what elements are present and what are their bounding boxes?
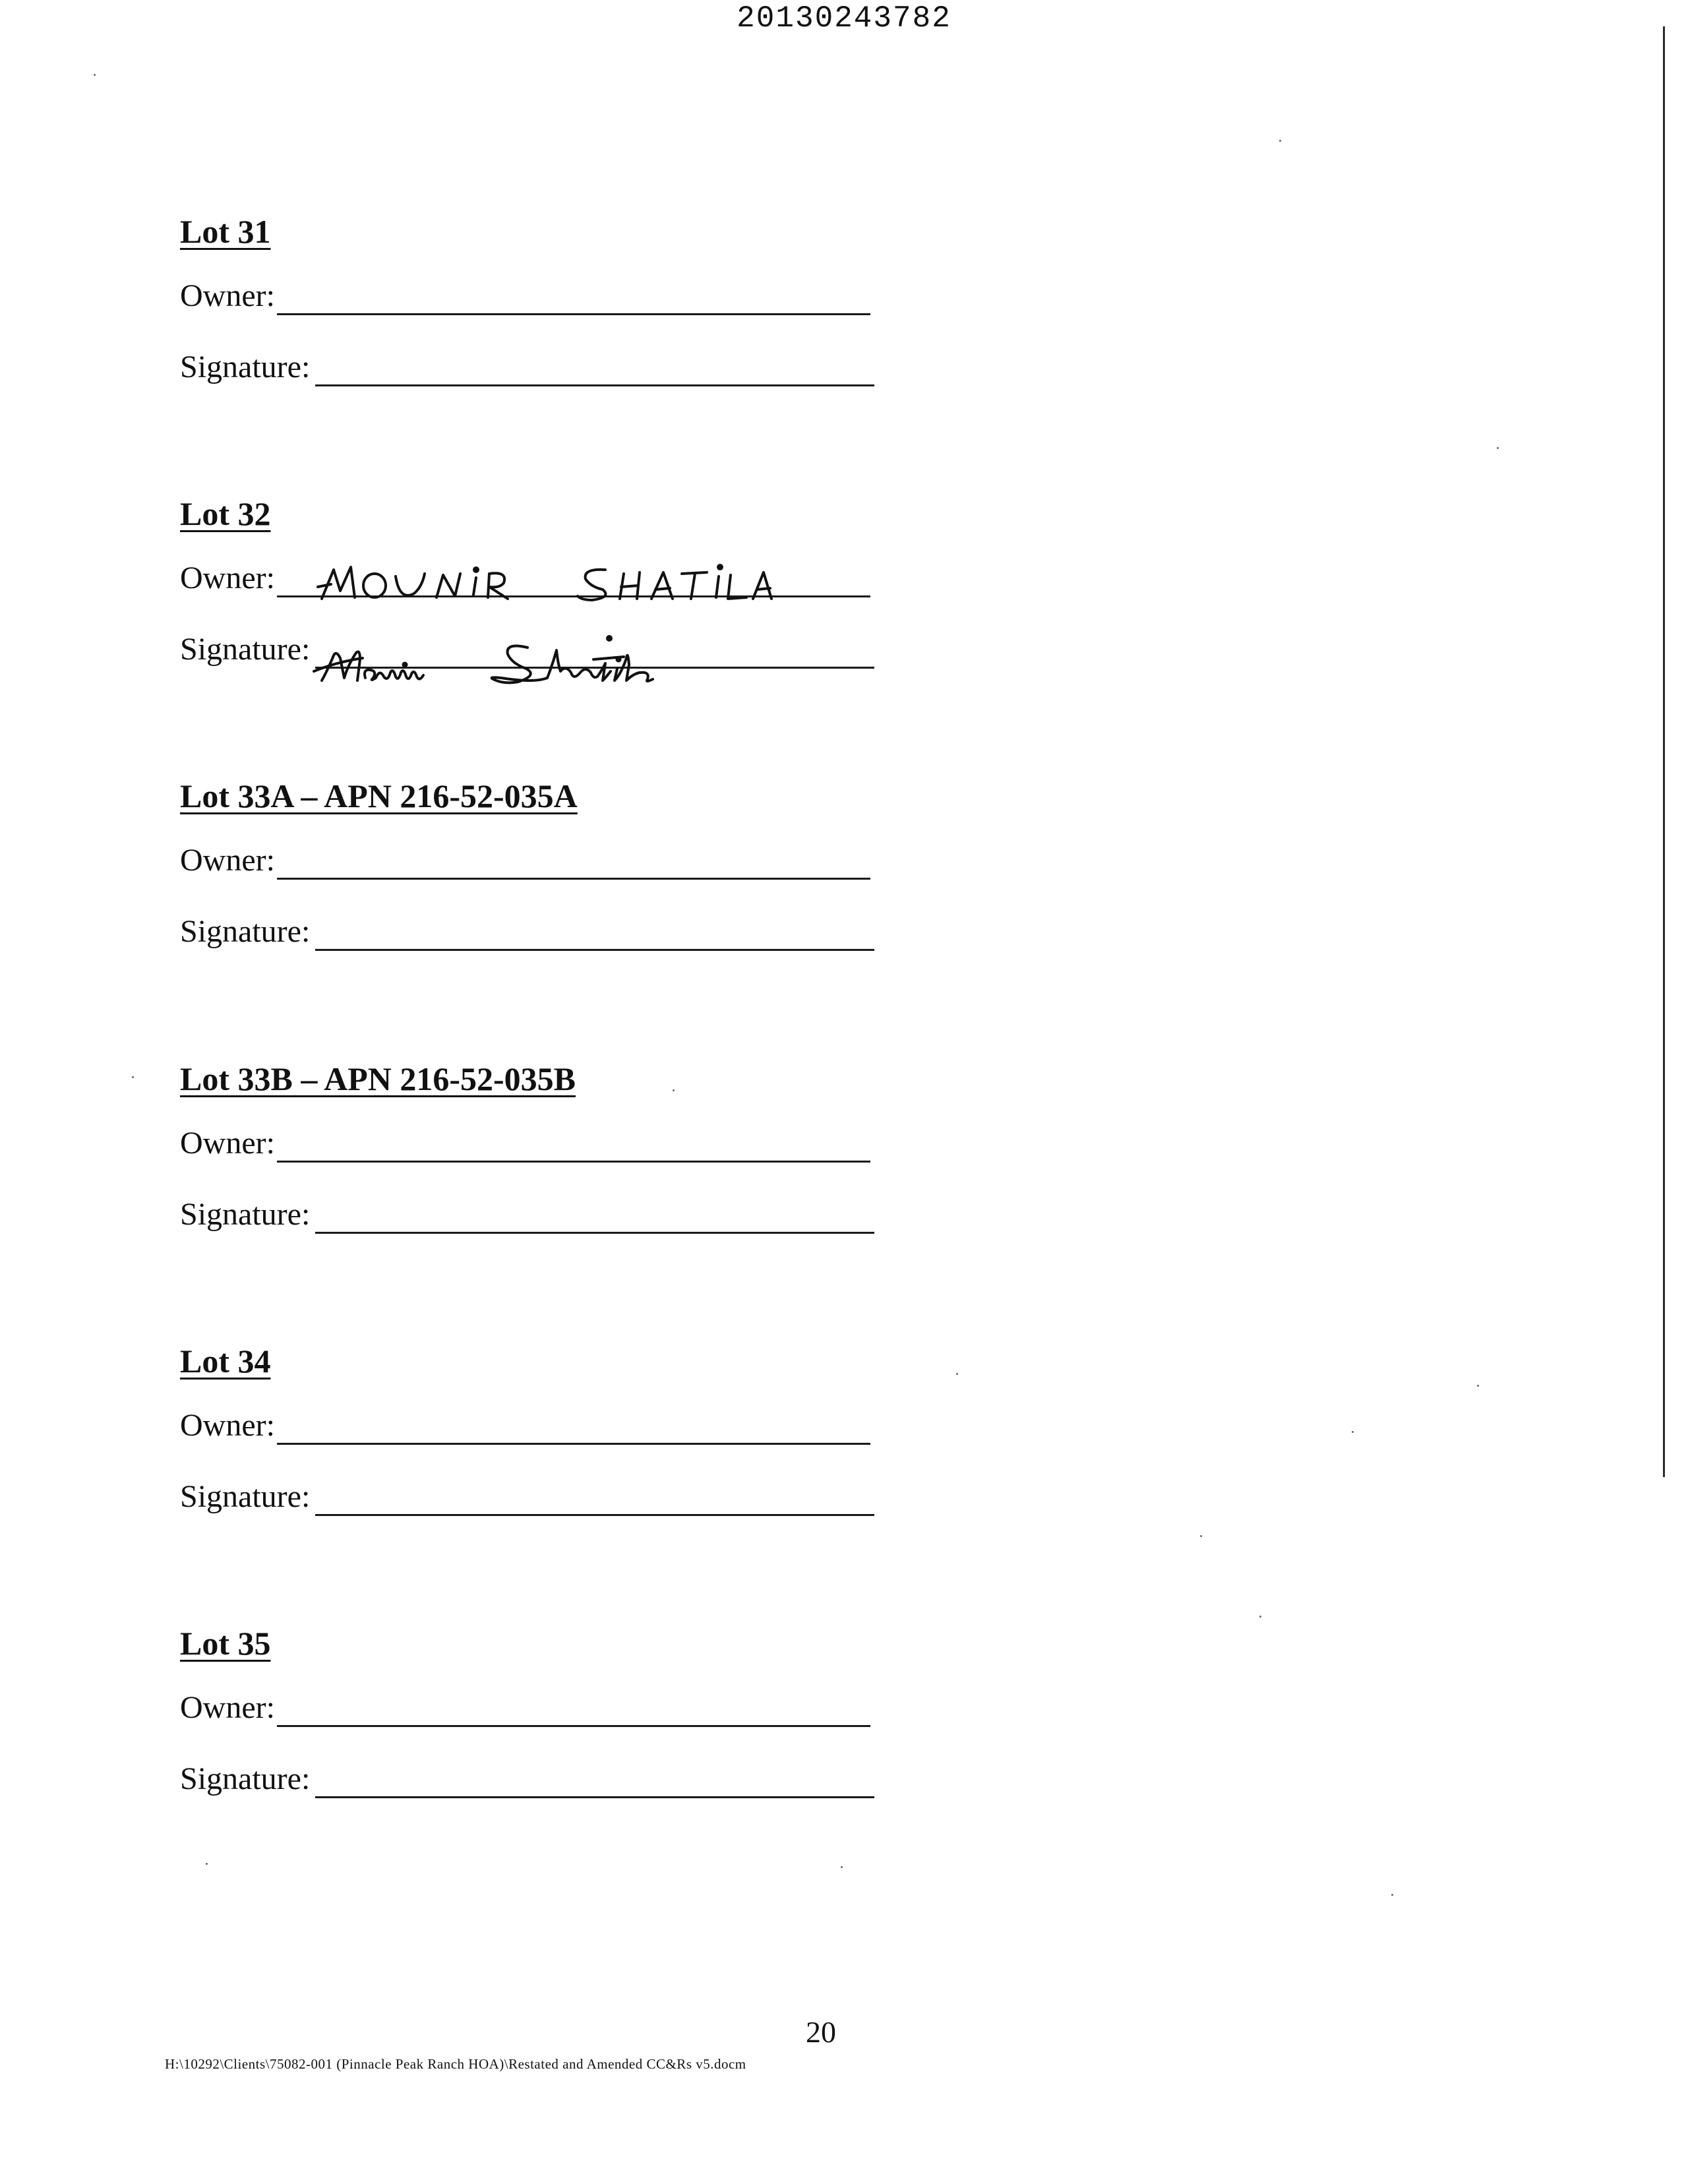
owner-line[interactable] [277,1443,870,1445]
signature-label: Signature: [180,914,311,949]
scan-speck [1279,140,1281,142]
owner-field [178,278,903,318]
scan-speck [1497,447,1499,449]
owner-field [178,1408,903,1447]
signature-field [178,632,903,671]
signature-label: Signature: [180,1761,311,1796]
owner-line[interactable] [277,313,870,315]
signature-label: Signature: [180,349,311,384]
footer-file-path: H:\10292\Clients\75082-001 (Pinnacle Peak Ranch HOA)\Restated and Amended CC&Rs v5.docm [165,2056,746,2072]
scan-speck [1477,1385,1479,1387]
owner-label: Owner: [180,278,275,313]
owner-label: Owner: [180,1126,275,1161]
lot-title: Lot 31 [180,213,271,250]
scan-speck [841,1866,843,1868]
owner-label: Owner: [180,1408,275,1443]
owner-label: Owner: [180,1690,275,1725]
lot-title: Lot 34 [180,1343,271,1380]
owner-field [178,561,903,600]
signature-field [178,1197,903,1236]
scan-speck [206,1863,208,1865]
scan-speck [956,1373,958,1375]
scan-speck [94,74,96,76]
handwritten-signature [178,632,903,684]
scan-edge-line [1663,26,1665,1477]
signature-field [178,349,903,389]
scan-speck [1352,1431,1354,1433]
page-number: 20 [806,2015,836,2049]
scan-speck [1200,1535,1202,1537]
lot-block-32 [178,495,903,692]
signature-label: Signature: [180,1479,311,1514]
signature-line[interactable] [315,1514,874,1516]
owner-field [178,1126,903,1165]
lot-block-35 [178,1624,903,1822]
owner-label: Owner: [180,561,275,595]
owner-line[interactable] [277,878,870,880]
signature-label: Signature: [180,1197,311,1232]
owner-line[interactable] [277,1161,870,1163]
lot-block-33a [178,777,903,975]
owner-line[interactable] [277,1725,870,1727]
scan-speck [1259,1616,1261,1618]
lot-block-33b [178,1060,903,1258]
owner-field [178,1690,903,1730]
owner-label: Owner: [180,843,275,878]
lot-block-34 [178,1342,903,1540]
owner-field [178,843,903,882]
lot-title: Lot 35 [180,1625,271,1662]
signature-label: Signature: [180,632,311,667]
lot-block-31 [178,212,903,410]
recording-number: 20130243782 [737,1,951,36]
lot-title: Lot 33A – APN 216-52-035A [180,777,578,814]
signature-line[interactable] [315,384,874,386]
scan-speck [673,1089,675,1091]
signature-line[interactable] [315,1232,874,1234]
scan-speck [132,1076,134,1078]
signature-line[interactable] [315,949,874,951]
scan-speck [1391,1894,1393,1896]
lot-title: Lot 33B – APN 216-52-035B [180,1060,576,1097]
lot-title: Lot 32 [180,495,271,532]
signature-line[interactable] [315,1796,874,1798]
signature-field [178,1479,903,1519]
signature-field [178,1761,903,1801]
handwritten-owner-name [178,561,903,607]
signature-field [178,914,903,954]
